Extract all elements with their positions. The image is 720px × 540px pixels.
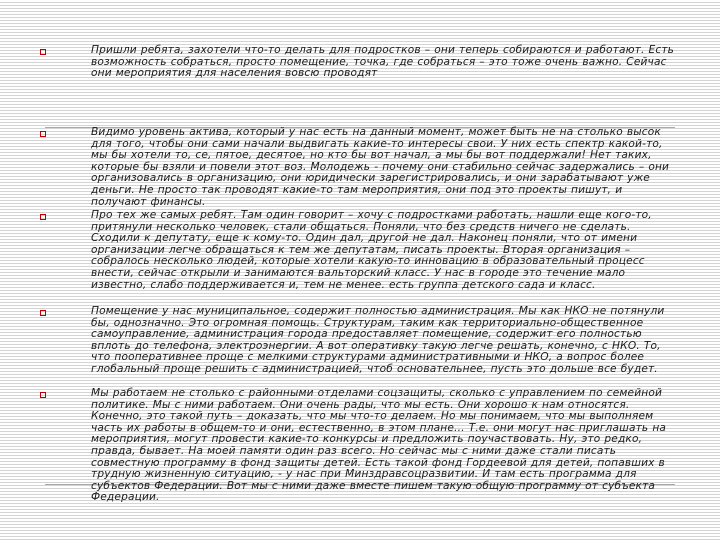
paragraph: Про тех же самых ребят. Там один говорит – хочу с подростками работать, нашли еще кого-то, притянули несколько человек, стали общаться. Поняли, что без средств ничего не сделать. Сходили к депутату, еще к кому-то. Один дал, другой не дал. Наконец поняли, что от имени организации легче обращаться к тем же депутатам, писать проекты. Вторая организация – собралось несколько людей, которые хотели какую-то инновацию в образовательный процесс внести, сейчас открыли и занимаются вальторский класс. У нас в городе это течение мало известно, слабо поддерживается и, тем не менее. есть группа детского сада и класс. <box>91 209 652 291</box>
square-bullet-icon <box>40 392 46 398</box>
paragraph: Помещение у нас муниципальное, содержит полностью администрация. Мы как НКО не потянули бы, однозначно. Это огромная помощь. Структурам, таким как территориально-общественное самоуправление, администрация города предоставляет помещение, содержит его полностью вплоть до телефона, электроэнергии. А вот оперативку такую легче решать, конечно, с НКО. То, что пооперативнее проще с мелкими структурами административными и НКО, а вопрос более глобальный проще решить с администрацией, чтоб основательнее, пусть это дольше все будет. <box>91 305 665 375</box>
paragraph: Мы работаем не столько с районными отделами соцзащиты, сколько с управлением по семейной политике. Мы с ними работаем. Они очень рады, что мы есть. Они хорошо к нам относятся. Конечно, это такой путь – доказать, что мы что-то делаем. Но мы понимаем, что мы выполняем часть их работы в общем-то и они, естественно, в этом плане… Т.е. они могут нас приглашать на мероприятия, могут провести какие-то конкурсы и предложить поучаствовать. Ну, это редко, правда, бывает. На моей памяти один раз всего. Но сейчас мы с ними даже стали писать совместную программу в фонд защиты детей. Есть такой фонд Гордеевой для детей, попавших в трудную жизненную ситуацию, - у нас при Минздравсоцразвитии. И там есть программа для субъектов Федерации. Вот мы с ними даже вместе пишем такую общую программу от субъекта Федерации. <box>91 387 667 504</box>
paragraph: Пришли ребята, захотели что-то делать для подростков – они теперь собираются и работают. Есть возможность собраться, просто помещение, точка, где собраться – это тоже очень важно. Сейчас они мероприятия для населения вовсю проводят <box>91 44 675 80</box>
square-bullet-icon <box>40 214 46 220</box>
paragraph: Видимо уровень актива, который у нас есть на данный момент, может быть не на столько высок для того, чтобы они сами начали выдвигать какие-то интересы свои. У них есть спектр какой-то, мы бы хотели то, се, пятое, десятое, но кто бы вот начал, а мы бы вот поддержали! Нет таких, которые бы взяли и повели этот воз. Молодежь - почему они стабильно сейчас задержались – они организовались в организацию, они юридически зарегистрировались, и они зарабатывают уже деньги. Не просто так проводят какие-то там мероприятия, они под это проекты пишут, и получают финансы. <box>91 126 670 208</box>
square-bullet-icon <box>40 131 46 137</box>
square-bullet-icon <box>40 310 46 316</box>
square-bullet-icon <box>40 49 46 55</box>
